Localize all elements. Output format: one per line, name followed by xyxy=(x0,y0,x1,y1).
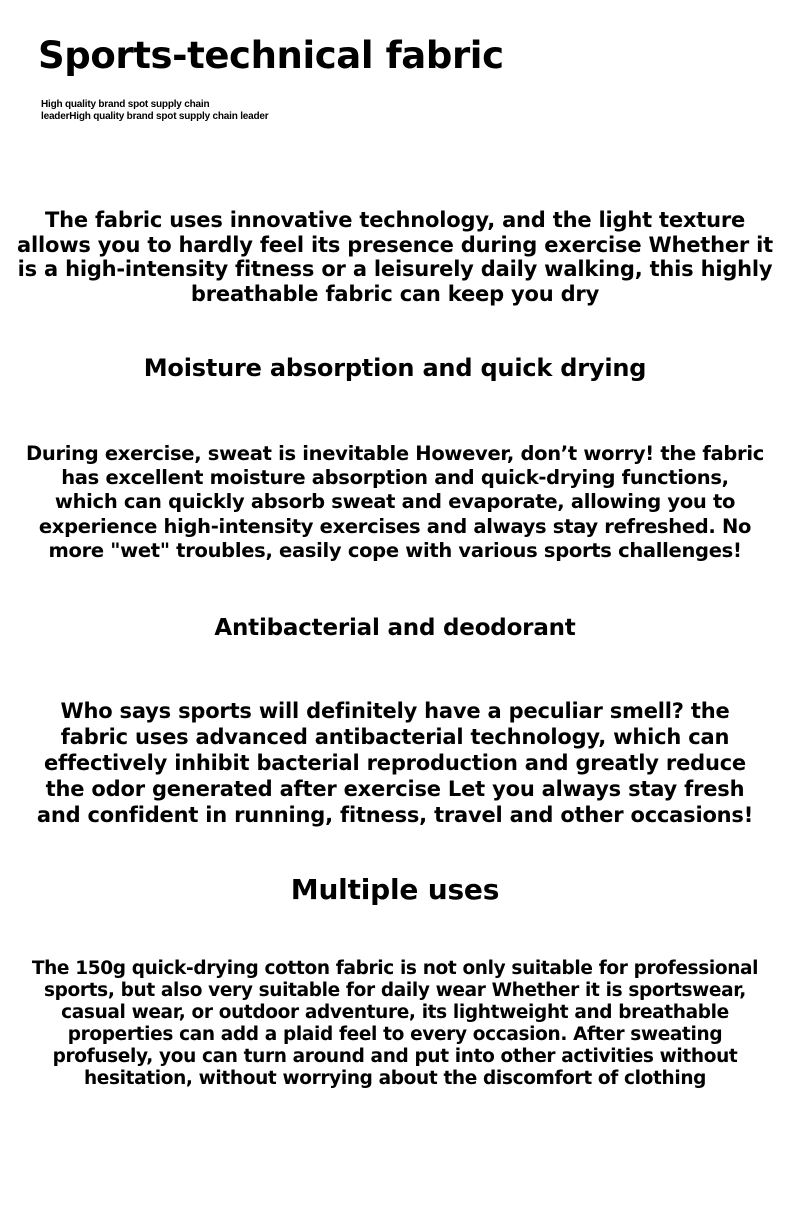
paragraph-line: and confident in running, fitness, travel and other occasions! xyxy=(36,803,754,827)
paragraph-line: allows you to hardly feel its presence during exercise Whether it xyxy=(17,232,773,257)
section-paragraph-moisture xyxy=(10,442,780,563)
tagline-line: leaderHigh quality brand spot supply chain leader xyxy=(41,111,269,122)
brand-tagline xyxy=(41,99,381,123)
paragraph-line: During exercise, sweat is inevitable However, don’t worry! the fabric xyxy=(25,442,765,465)
paragraph-line: Who says sports will definitely have a peculiar smell? the xyxy=(60,699,730,723)
paragraph-line: the odor generated after exercise Let you always stay fresh xyxy=(45,777,745,801)
paragraph-line: hesitation, without worrying about the discomfort of clothing xyxy=(83,1068,707,1090)
paragraph-line: profusely, you can turn around and put into other activities without xyxy=(52,1046,738,1068)
section-paragraph-multiple-uses xyxy=(10,958,780,1091)
paragraph-line: effectively inhibit bacterial reproduction and greatly reduce xyxy=(44,751,746,775)
paragraph-line: has excellent moisture absorption and quick-drying functions, xyxy=(61,466,729,490)
tagline-line: High quality brand spot supply chain xyxy=(41,99,210,110)
paragraph-line: breathable fabric can keep you dry xyxy=(190,282,600,307)
paragraph-line: The fabric uses innovative technology, and the light texture xyxy=(44,208,746,232)
section-heading-moisture: Moisture absorption and quick drying xyxy=(143,354,647,382)
paragraph-line: which can quickly absorb sweat and evaporate, allowing you to xyxy=(54,490,736,514)
paragraph-line: sports, but also very suitable for daily wear Whether it is sportswear, xyxy=(44,980,746,1002)
paragraph-line: experience high-intensity exercises and always stay refreshed. No xyxy=(38,514,752,538)
paragraph-line: The 150g quick-drying cotton fabric is not only suitable for professional xyxy=(31,958,759,979)
paragraph-line: is a high-intensity fitness or a leisurely daily walking, this highly xyxy=(17,257,773,282)
paragraph-line: casual wear, or outdoor adventure, its lightweight and breathable xyxy=(61,1002,729,1024)
section-paragraph-antibacterial xyxy=(10,698,780,828)
section-heading-antibacterial: Antibacterial and deodorant xyxy=(214,615,576,641)
paragraph-line: properties can add a plaid feel to every occasion. After sweating xyxy=(67,1024,723,1046)
intro-paragraph xyxy=(10,208,780,307)
section-heading-multiple-uses: Multiple uses xyxy=(290,873,500,906)
paragraph-line: more "wet" troubles, easily cope with various sports challenges! xyxy=(48,538,742,562)
paragraph-line: fabric uses advanced antibacterial technology, which can xyxy=(60,725,730,749)
page-title: Sports-technical fabric xyxy=(38,34,504,77)
